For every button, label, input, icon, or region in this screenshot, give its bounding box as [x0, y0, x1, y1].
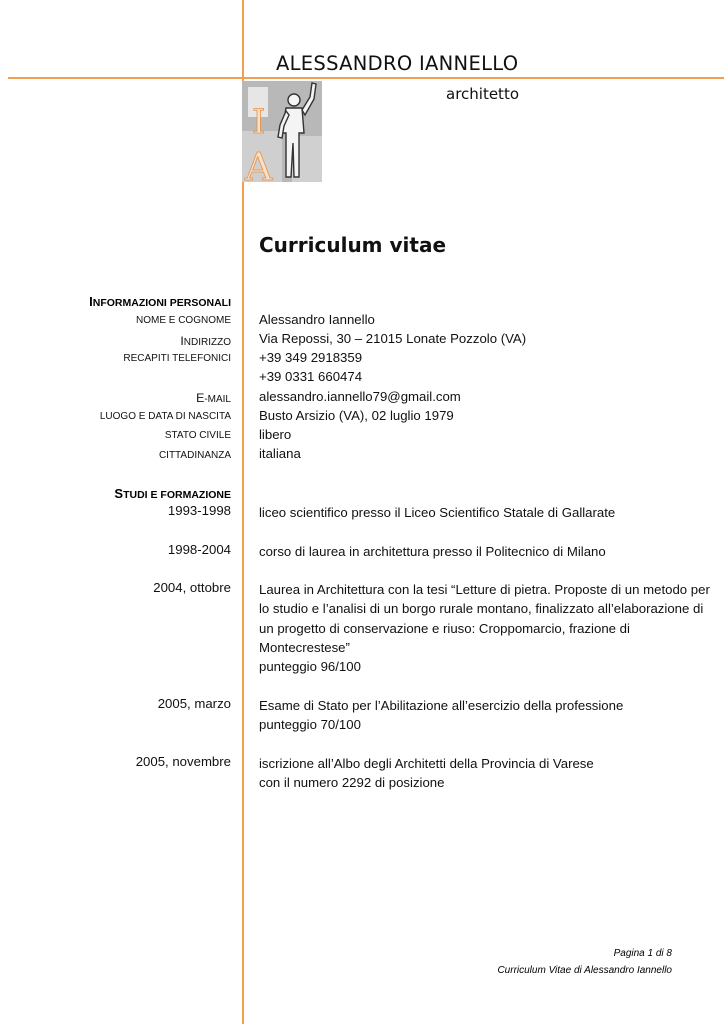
- label-email-rest: -MAIL: [204, 394, 231, 405]
- edu-entry: [259, 754, 689, 793]
- edu-line: Montecrestese”: [259, 639, 350, 655]
- section-heading-education: [114, 486, 231, 501]
- edu-line: punteggio 96/100: [259, 659, 361, 675]
- label-citizenship: CITTADINANZA: [158, 450, 231, 461]
- label-email: [196, 391, 231, 405]
- value-phone-mobile: +39 349 2918359: [259, 350, 363, 365]
- edu-date: 1993-1998: [167, 503, 231, 518]
- section-heading-education-rest: TUDI E FORMAZIONE: [123, 489, 231, 501]
- logo-letter-i: I: [252, 102, 266, 142]
- edu-line: punteggio 70/100: [259, 717, 361, 733]
- edu-entry: [259, 503, 689, 522]
- section-heading-personal-cap: I: [89, 294, 93, 309]
- edu-date: 2005, marzo: [157, 696, 231, 711]
- edu-line: Esame di Stato per l’Abilitazione all’esercizio della professione: [259, 698, 624, 713]
- label-address-cap: I: [180, 334, 184, 348]
- header-name: ALESSANDRO IANNELLO: [276, 52, 519, 75]
- value-citizenship: italiana: [259, 446, 301, 461]
- logo-letter-a: A: [245, 145, 273, 182]
- logo-modulor-icon: [242, 81, 322, 182]
- footer-document-title: Curriculum Vitae di Alessandro Iannello: [497, 965, 672, 976]
- section-heading-personal-rest: NFORMAZIONI PERSONALI: [92, 297, 231, 309]
- label-full-name: NOME E COGNOME: [135, 315, 231, 326]
- edu-line: lo studio e l’analisi di un borgo rurale montano, finalizzato all’elaborazione di: [259, 601, 704, 617]
- edu-entry: [259, 696, 689, 735]
- value-birth: Busto Arsizio (VA), 02 luglio 1979: [259, 408, 454, 423]
- edu-line: Laurea in Architettura con la tesi “Letture di pietra. Proposte di un metodo per: [259, 582, 710, 597]
- edu-entry: [259, 542, 689, 561]
- edu-line: corso di laurea in architettura presso il Politecnico di Milano: [259, 544, 606, 559]
- edu-line: iscrizione all’Albo degli Architetti della Provincia di Varese: [259, 756, 594, 771]
- header-role: architetto: [446, 85, 520, 103]
- label-civil-status: STATO CIVILE: [164, 430, 231, 441]
- edu-date: 2005, novembre: [135, 754, 231, 769]
- edu-entry: [259, 580, 710, 676]
- label-phone: RECAPITI TELEFONICI: [123, 353, 231, 364]
- label-address: [180, 334, 231, 348]
- label-birth: LUOGO E DATA DI NASCITA: [99, 411, 231, 422]
- horizontal-orange-rule: [8, 77, 724, 79]
- value-phone-landline: +39 0331 660474: [259, 369, 363, 384]
- edu-date: 1998-2004: [167, 542, 231, 557]
- value-civil-status: libero: [259, 427, 292, 442]
- value-address: Via Repossi, 30 – 21015 Lonate Pozzolo (VA): [259, 331, 527, 346]
- footer-page-number: Pagina 1 di 8: [613, 948, 672, 959]
- cv-title: Curriculum vitae: [259, 233, 447, 257]
- edu-date: 2004, ottobre: [153, 580, 231, 595]
- edu-line: un progetto di conservazione e riuso: Croppomarcio, frazione di: [259, 620, 630, 636]
- edu-line: liceo scientifico presso il Liceo Scientifico Statale di Gallarate: [259, 505, 616, 520]
- section-heading-education-cap: S: [114, 486, 124, 501]
- edu-line: con il numero 2292 di posizione: [259, 775, 445, 791]
- value-full-name: Alessandro Iannello: [259, 312, 375, 327]
- label-email-cap: E: [196, 391, 205, 405]
- value-email: alessandro.iannello79@gmail.com: [259, 389, 461, 404]
- label-address-rest: NDIRIZZO: [183, 337, 231, 348]
- section-heading-personal: [89, 294, 231, 309]
